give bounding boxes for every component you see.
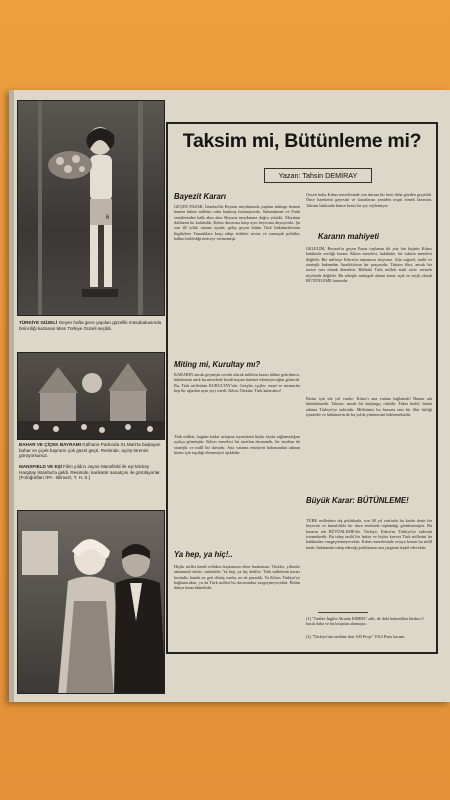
caption-mansfield <box>19 464 165 481</box>
caption-mansfield-title: MANSFIELD VE EŞİ <box>19 464 62 469</box>
footnote-divider <box>318 612 368 613</box>
column-2-block-a <box>306 192 432 226</box>
section-heading-miting: Miting mi, Kurultay mı? <box>174 360 261 369</box>
body-text: Türk milleti, bugüne kadar uzlaşma siyasetinin hiçbir fayda sağlamadığını açıkça görmüştür. Kıbrıs meselesi bir taraftan ekonomik, bir taraftan da stratejik ve millî bir davadır. Ana vatanın emniyeti bakımından adanın bizim için taşıdığı ehemmiyet aşikârdır. <box>174 434 300 456</box>
mansfield-photo <box>17 510 165 694</box>
section-heading-buyuk-karar: Büyük Karar: BÜTÜNLEME! <box>306 496 409 505</box>
beauty-queen-photo <box>17 100 165 316</box>
column-2-block-b <box>306 246 432 392</box>
article-frame <box>166 122 438 654</box>
caption-beauty <box>19 320 165 331</box>
festival-photo <box>17 352 165 440</box>
body-text: KARARIN ancak geçmişin cevabı olarak milletin kararı hâline getirilmesi, hükümetin artık bu meselede kendi başına hareket edemeyeceğini gösterdi. Bu, Türk milletinin KURULTAY'ıdır. Gençler, işçiler, esnaf ve memurlar hep bir ağızdan aynı şeyi istedi: Kıbrıs Türktür, Türk kalacaktır! <box>174 372 300 394</box>
column-1-block-c <box>174 434 300 542</box>
section-heading-karar: Kararın mahiyeti <box>318 232 380 241</box>
body-text: GELELİM, Beyazıt'ta geçen Pazar toplanan iki yüz bin kişinin Kıbrıs hakkında verdiği karara. Kıbrıs meselesi, hakikatte, bir taksim meselesi değildir. Biz milletçe Kıbrıs'ın tamamını istiyoruz. Ada coğrafî, tarihî ve stratejik bakımdan Anadolu'nun bir parçasıdır. Taksim fikri, ancak bir tavize razı olmak demektir. Halbuki Türk milleti artık taviz vermek niyetinde değildir. Bu sebeple mitingde alınan karar, açık ve seçik olarak BÜTÜNLEME kararıdır. <box>306 246 432 284</box>
footnote-2: (2) "Türkiye'nin tarihine dair 100 Proje" 1914 Paris basımı. <box>306 634 406 639</box>
footnote-1: (1) "Tarihte İngiliz Altında KIBRIS" adlı, de dahi bahsedilen kitabın 5. basılı daha ve bu kitaptan alınmıştır. <box>306 616 425 627</box>
caption-beauty-text: Geçen hafta gece yapılan güzellik müsabakasında birinciliği kazanan Miss Türkiye Güzeli seçildi. <box>19 320 162 331</box>
caption-mansfield-text: Filim yıldızı Jayne Mansfield ile eşi Mickey Hargitay İstanbul'a geldi. Resimde, karikatür sanatçısı ile görülüyorlar. <box>19 464 161 475</box>
caption-festival-text: Gülhane Parkında 31 Mart'ta başlayan bahar ve çiçek bayramı çok güzel geçti. Resimde, açılış törenini görüyorsunuz. <box>19 442 161 459</box>
column-1-block-b <box>174 372 300 430</box>
column-1-block-a <box>174 204 300 342</box>
body-text: GEÇEN PAZAR, İstanbul'da Beyazıt meydanında yapılan mitinge hemen hemen bütün milletin ruhu katılmış bulunuyordu. Sultanahmet ve Fatih semtlerinden halk akın akın Beyazıt meydanına doğru yürüdü. Meydanı dolduran bu kalabalık, Kıbrıs davasına karşı aynı heyecanı duyuyordu. Şu son 40 yıllık zaman içinde, gelip geçen bütün Türk hükümetlerinin İngilizlere Yunanlılara karşı takip ettikleri sessiz ve yumuşak politika, halkın beklediği neticeyi vermemişti. <box>174 204 300 242</box>
article-title: Taksim mi, Bütünleme mi? <box>182 130 422 152</box>
photo-credit: (Fotoğrafları İPA - Bilmezt, T. H. S.) <box>19 475 91 481</box>
page-fold <box>9 90 14 702</box>
svg-text:6: 6 <box>106 215 110 221</box>
section-heading-ya-hep: Ya hep, ya hiç!.. <box>174 550 233 559</box>
body-text: TÜRK milletinin dış politikada, son 40 yıl zarfında bu kadar derin bir heyecan ve kararlılıkla bir dava etrafında toplandığı görülmemiştir. Bu kararın adı BÜTÜNLEME'dir. Türkiye, Kıbrıs'ın Türkiye'ye iadesini istemektedir. Bu talep tarihî bir haktır ve hiçbir kuvvet Türk milletini bu hakkından vazgeçiremeyecektir. Kıbrıs meselesinde ortaya konan bu millî irade, hükümetin takip edeceği politikanın ana çizgisini teşkil edecektir. <box>306 518 432 550</box>
caption-beauty-title: TÜRKİYE GÜZELİ <box>19 320 58 325</box>
caption-festival-title: BAHAR VE ÇİÇEK BAYRAMI <box>19 442 81 447</box>
body-text: Geçen hafta Kıbrıs meselesinde son durum bir kere daha gözden geçirildi. Önce hareketin gayesini ve kararlarını yeniden tespit etmek lâzımdır. Taksim hakkında kimse kesin bir şey söylemiyor. <box>306 192 432 208</box>
column-2-block-d <box>306 518 432 608</box>
body-text: Bizim için tek yol vardır: Kıbrıs'ı ana vatana bağlamak! Bunun adı bütünlemedir. Taksim, ancak bir başlangıç olabilir. Fakat hedef, bütün adanın Türkiye'ye iadesidir. Milletimiz bu hususta tam bir fikir birliği içindedir ve hükümetin de bu yolda yürümesini beklemektedir. <box>306 396 432 418</box>
column-1-block-d <box>174 564 300 650</box>
section-heading-bayezit: Bayezit Kararı <box>174 192 227 201</box>
byline: Yazan: Tahsin DEMİRAY <box>264 168 372 183</box>
column-2-block-c <box>306 396 432 492</box>
caption-festival <box>19 442 165 459</box>
body-text: Hiçbir millet kendi evlâdını başkasının eline bırakamaz. Türkler, yıllardır tahammül ettiler, sabrettiler. Ya hep, ya hiç dediler. Türk milletinin kararı kesindir; bunda ne geri dönüş vardır, ne de pazarlık. Ya Kıbrıs Türkiye'ye bağlanacaktır, ya da Türk milleti bu davasından vazgeçmeyecektir. Bütün dünya bunu bilmelidir. <box>174 564 300 591</box>
